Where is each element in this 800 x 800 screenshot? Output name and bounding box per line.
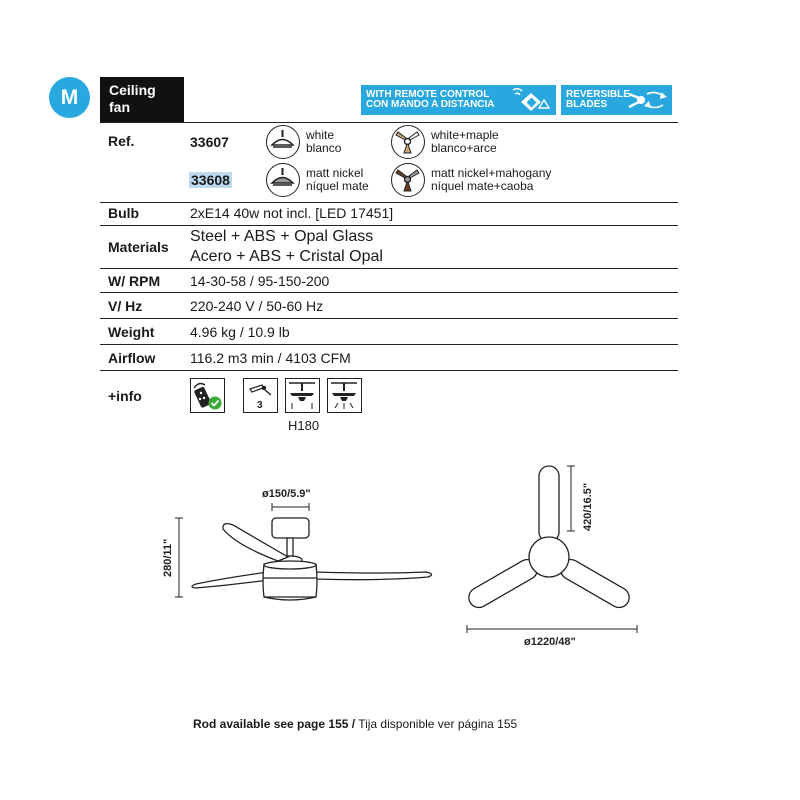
ref-code-33607: 33607	[190, 134, 229, 150]
rpm-label: W/ RPM	[108, 273, 161, 289]
ref-label: Ref.	[108, 133, 135, 149]
materials-es: Acero + ABS + Cristal Opal	[190, 248, 383, 265]
materials-en: Steel + ABS + Opal Glass	[190, 228, 374, 245]
lamp-finish-en: matt nickel	[306, 166, 364, 180]
title-line-1: Ceiling	[109, 82, 156, 98]
voltage-label: V/ Hz	[108, 298, 143, 314]
materials-label: Materials	[108, 239, 169, 255]
info-label: +info	[108, 388, 142, 404]
lamp-finish-es: níquel mate	[306, 178, 369, 193]
lamp-finish-en: white	[306, 128, 335, 142]
lamp-finish-es: blanco	[306, 140, 342, 155]
title-line-2: fan	[109, 99, 130, 115]
airflow-label: Airflow	[108, 350, 156, 366]
blade-finish-en: matt nickel+mahogany	[431, 166, 552, 180]
bulb-label: Bulb	[108, 205, 140, 221]
blade-finish-es: blanco+arce	[431, 140, 497, 155]
footer-note-en: Rod available see page 155 /	[193, 717, 356, 731]
weight-value: 4.96 kg / 10.9 lb	[190, 324, 290, 340]
height-dimension-text: 280/11"	[162, 538, 174, 577]
feature-remote-line-1: WITH REMOTE CONTROL	[366, 89, 490, 100]
speeds-count: 3	[257, 400, 263, 411]
rpm-value: 14-30-58 / 95-150-200	[190, 273, 330, 289]
category-letter: M	[60, 85, 79, 109]
blade-length-text: 420/16.5"	[582, 482, 594, 531]
feature-reversible-line-2: BLADES	[566, 99, 608, 110]
feature-reversible-line-1: REVERSIBLE	[566, 89, 630, 100]
ref-code-33608: 33608	[191, 172, 230, 188]
airflow-value: 116.2 m3 min / 4103 CFM	[190, 350, 351, 366]
footer-note	[193, 717, 517, 731]
bulb-value: 2xE14 40w not incl. [LED 17451]	[190, 205, 394, 221]
top-view-drawing	[465, 466, 637, 633]
height-label: H180	[288, 418, 320, 433]
footer-note-es: Tija disponible ver página 155	[355, 717, 518, 731]
canopy-diameter-text: ø150/5.9"	[262, 488, 311, 500]
blade-finish-en: white+maple	[431, 128, 499, 142]
voltage-value: 220-240 V / 50-60 Hz	[190, 298, 324, 314]
blade-finish-es: níquel mate+caoba	[431, 178, 534, 193]
weight-label: Weight	[108, 324, 155, 340]
diameter-text: ø1220/48"	[524, 636, 576, 648]
side-view-drawing	[175, 503, 432, 600]
feature-remote-line-2: CON MANDO A DISTANCIA	[366, 99, 495, 110]
